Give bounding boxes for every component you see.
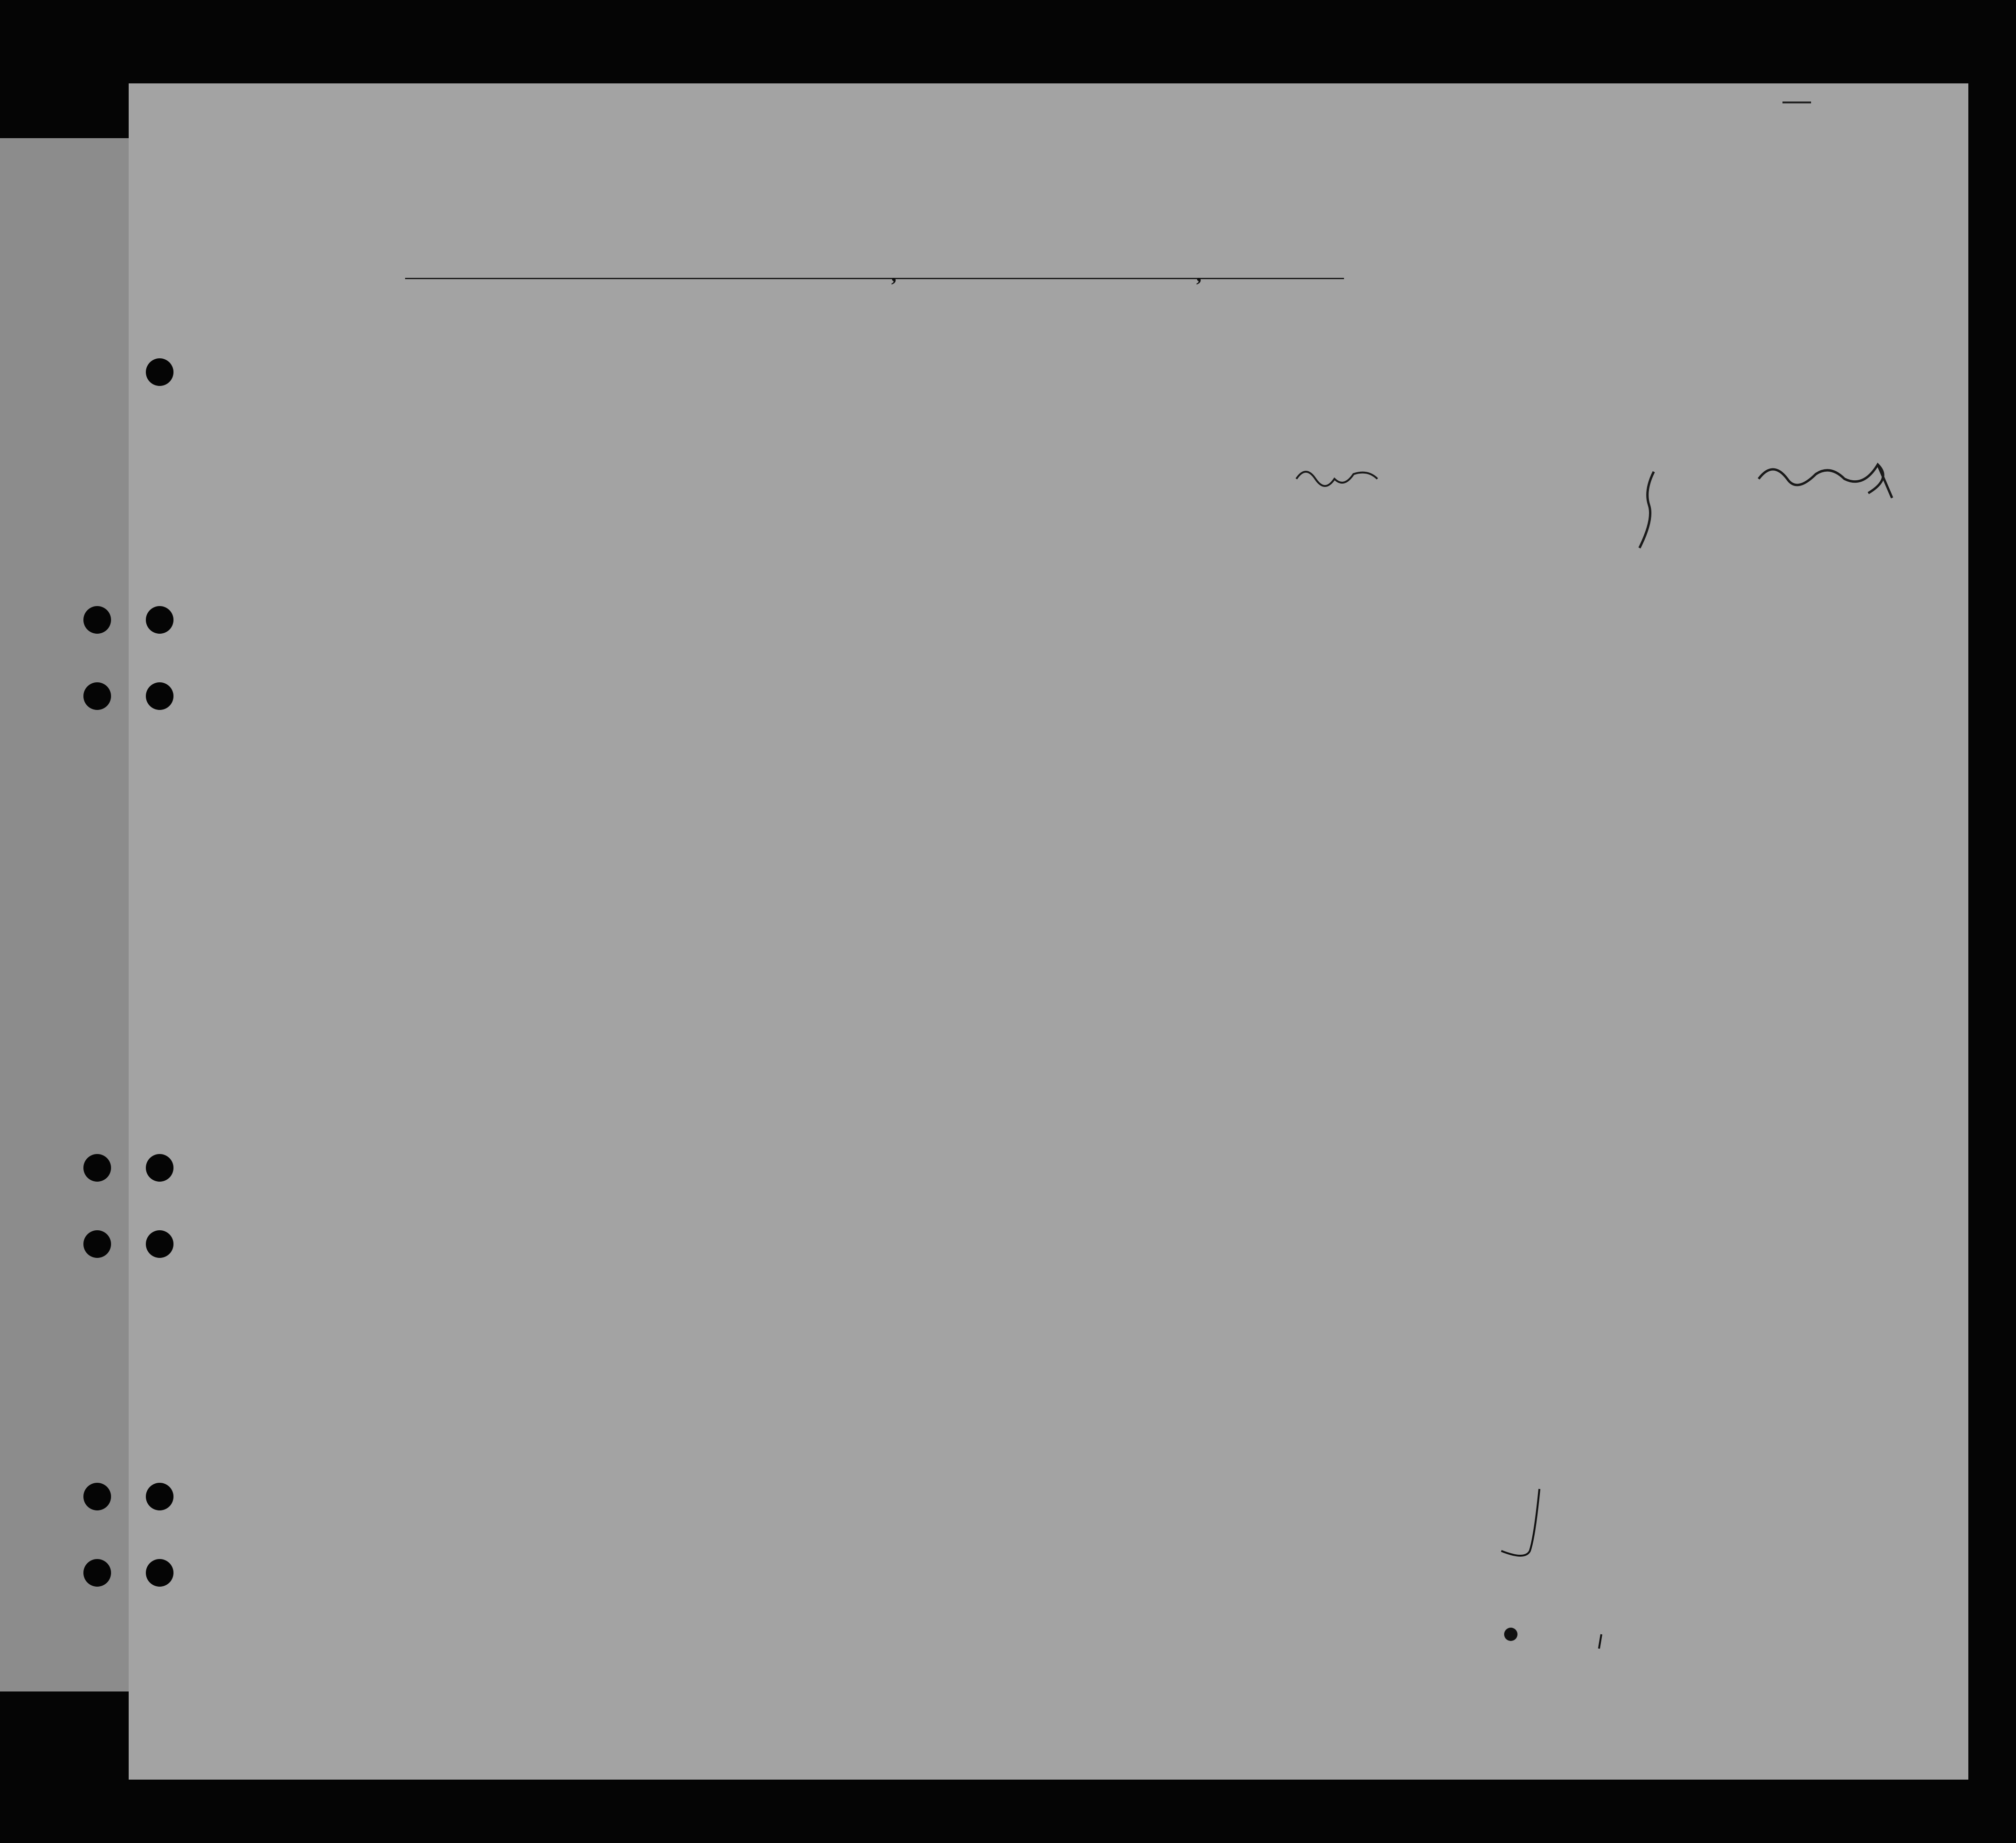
punch-hole bbox=[83, 1559, 111, 1587]
handwriting-marks bbox=[1282, 460, 1949, 650]
comma-1: , bbox=[891, 263, 896, 286]
punch-hole bbox=[83, 606, 111, 634]
punch-hole bbox=[146, 1559, 173, 1587]
punch-hole bbox=[146, 1483, 173, 1510]
punch-hole bbox=[146, 1230, 173, 1258]
punch-hole bbox=[146, 682, 173, 710]
adjacent-page-fragment bbox=[0, 138, 129, 1691]
punch-hole bbox=[83, 682, 111, 710]
punch-hole bbox=[146, 358, 173, 386]
punch-hole bbox=[146, 1154, 173, 1182]
comma-2: , bbox=[1196, 263, 1201, 286]
manifest-sheet bbox=[129, 83, 1968, 1780]
punch-hole bbox=[83, 1483, 111, 1510]
punch-hole bbox=[83, 1154, 111, 1182]
punch-hole bbox=[146, 606, 173, 634]
punch-hole bbox=[83, 1230, 111, 1258]
stray-ink-marks bbox=[1415, 1370, 1749, 1703]
